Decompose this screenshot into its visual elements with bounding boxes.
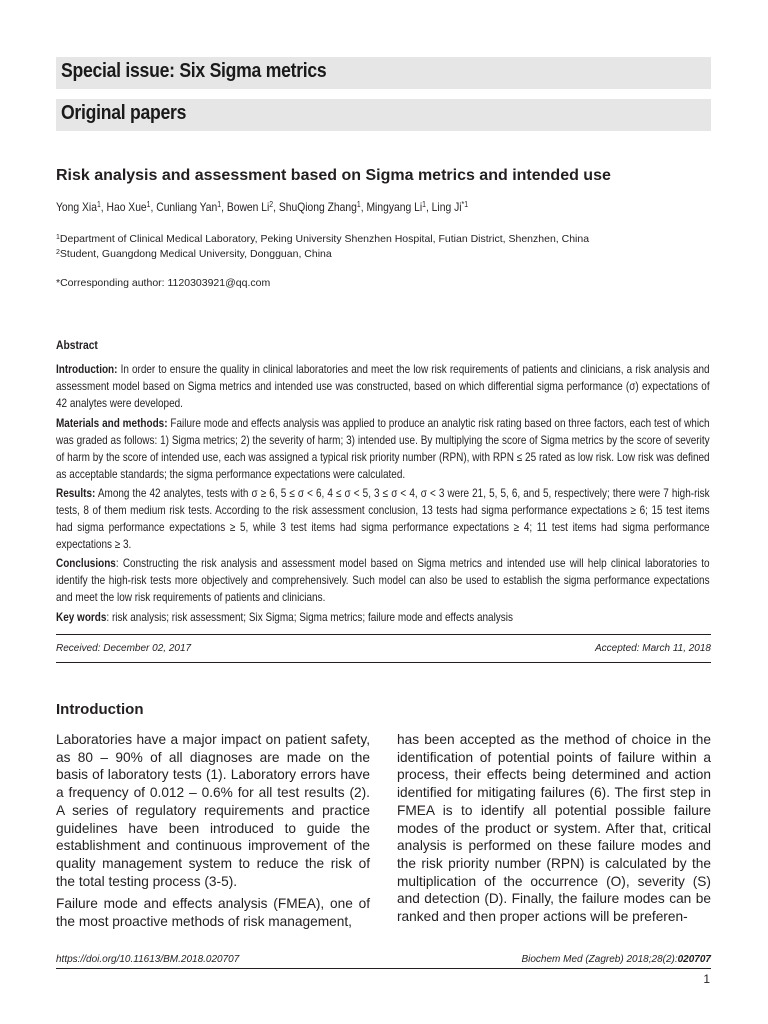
- introduction-heading: Introduction: [56, 701, 144, 718]
- author: Ling Ji$^{*1}$: [431, 200, 469, 214]
- paragraph: has been accepted as the method of choice in the identification of potential points of failure within a process, their effects being determined and action identified for mitigating failures (6). The first step in FMEA is to identify all potential possible failure modes of the product or system. After that, critical analysis is performed on these failure modes and the risk priority number (RPN) is calculated by the multiplication of the occurrence (O), severity (S) and detection (D). Finally, the failure modes can be ranked and then proper actions will be preferen-: [397, 732, 711, 925]
- abstract-conclusions: Conclusions: Constructing the risk analysis and assessment model based on Sigma metrics and intended use will help clinical laboratories to identify the high-risk tests more objectively and comprehensively. Such model can also be used to establish the sigma performance expectations and meet the low risk requirements of patients and clinicians.: [56, 557, 710, 605]
- journal-citation: Biochem Med (Zagreb) 2018;28(2):020707: [521, 954, 711, 965]
- abstract-methods: Materials and methods: Failure mode and effects analysis was applied to produce an analytic risk rating based on three factors, each test of which was graded as follows: 1) Sigma metrics; 2) the severity of harm; 3) intended use. By multiplying the score of Sigma metrics by the score of severity of harm by the score of intended use, each was assigned a typical risk priority number (RPN), with RPN ≤ 25 rated as low risk. Low risk was defined as acceptable standards; the sigma performance expectations were calculated.: [56, 417, 710, 482]
- abstract-results: Results: Among the 42 analytes, tests with σ ≥ 6, 5 ≤ σ < 6, 4 ≤ σ < 5, 3 ≤ σ < 4, σ < 3 were 21, 5, 5, 6, and 5, respectively; there were 7 high-risk tests, 8 of them medium risk tests. According to the risk assessment conclusion, 13 tests had sigma performance expectations ≥ 6; 15 test items had sigma performance expectations ≥ 5, while 3 test items had sigma performance expectations ≥ 4; 11 test items had sigma performance expectations ≥ 3.: [56, 487, 710, 552]
- article-dates: [56, 643, 711, 654]
- received-date: Received: December 02, 2017: [56, 643, 192, 654]
- paragraph: Failure mode and effects analysis (FMEA), one of the most proactive methods of risk management,: [56, 896, 370, 930]
- body-column-left: [56, 731, 370, 936]
- affiliation: $^1$Department of Clinical Medical Laboratory, Peking University Shenzhen Hospital, Futian District, Shenzhen, China: [56, 233, 590, 245]
- divider: [56, 662, 711, 663]
- author: Mingyang Li$^1$,: [366, 200, 432, 214]
- body-column-right: [397, 731, 711, 931]
- section-banner: [56, 99, 711, 131]
- author: ShuQiong Zhang$^1$,: [278, 200, 367, 214]
- special-issue-banner: [56, 57, 711, 89]
- page-number: 1: [703, 972, 710, 986]
- abstract-heading: Abstract: [56, 338, 98, 352]
- doi-link[interactable]: https://doi.org/10.11613/BM.2018.020707: [56, 954, 240, 965]
- author-list: [56, 200, 468, 214]
- footer-divider: [56, 968, 711, 969]
- article-title: Risk analysis and assessment based on Sigma metrics and intended use: [56, 167, 611, 184]
- section-title: Original papers: [61, 102, 187, 124]
- accepted-date: Accepted: March 11, 2018: [595, 643, 711, 654]
- corresponding-author: *Corresponding author: 1120303921@qq.com: [56, 277, 271, 289]
- author: Yong Xia$^1$,: [56, 200, 107, 214]
- author: Cunliang Yan$^1$,: [156, 200, 227, 214]
- abstract-introduction: Introduction: In order to ensure the quality in clinical laboratories and meet the low risk requirements of patients and clinicians, a risk analysis and assessment model based on Sigma metrics and intended use was constructed, based on which differential sigma performance (σ) expectations of 42 analytes were developed.: [56, 363, 710, 411]
- divider: [56, 634, 711, 635]
- abstract-keywords: Key words: risk analysis; risk assessment; Six Sigma; Sigma metrics; failure mode and effects analysis: [56, 611, 513, 624]
- paragraph: Laboratories have a major impact on patient safety, as 80 – 90% of all diagnoses are made on the basis of laboratory tests (1). Laboratory errors have a frequency of 0.012 – 0.6% for all test results (2). A series of regulatory requirements and practice guidelines have been introduced to guide the establishment and continuous improvement of the quality management system to reduce the risk of the total testing process (3-5).: [56, 732, 370, 889]
- page-footer: [56, 954, 711, 965]
- affiliation: $^2$Student, Guangdong Medical University, Dongguan, China: [56, 248, 332, 260]
- author: Bowen Li$^2$,: [226, 200, 279, 214]
- author: Hao Xue$^1$,: [106, 200, 157, 214]
- special-issue-title: Special issue: Six Sigma metrics: [61, 60, 327, 82]
